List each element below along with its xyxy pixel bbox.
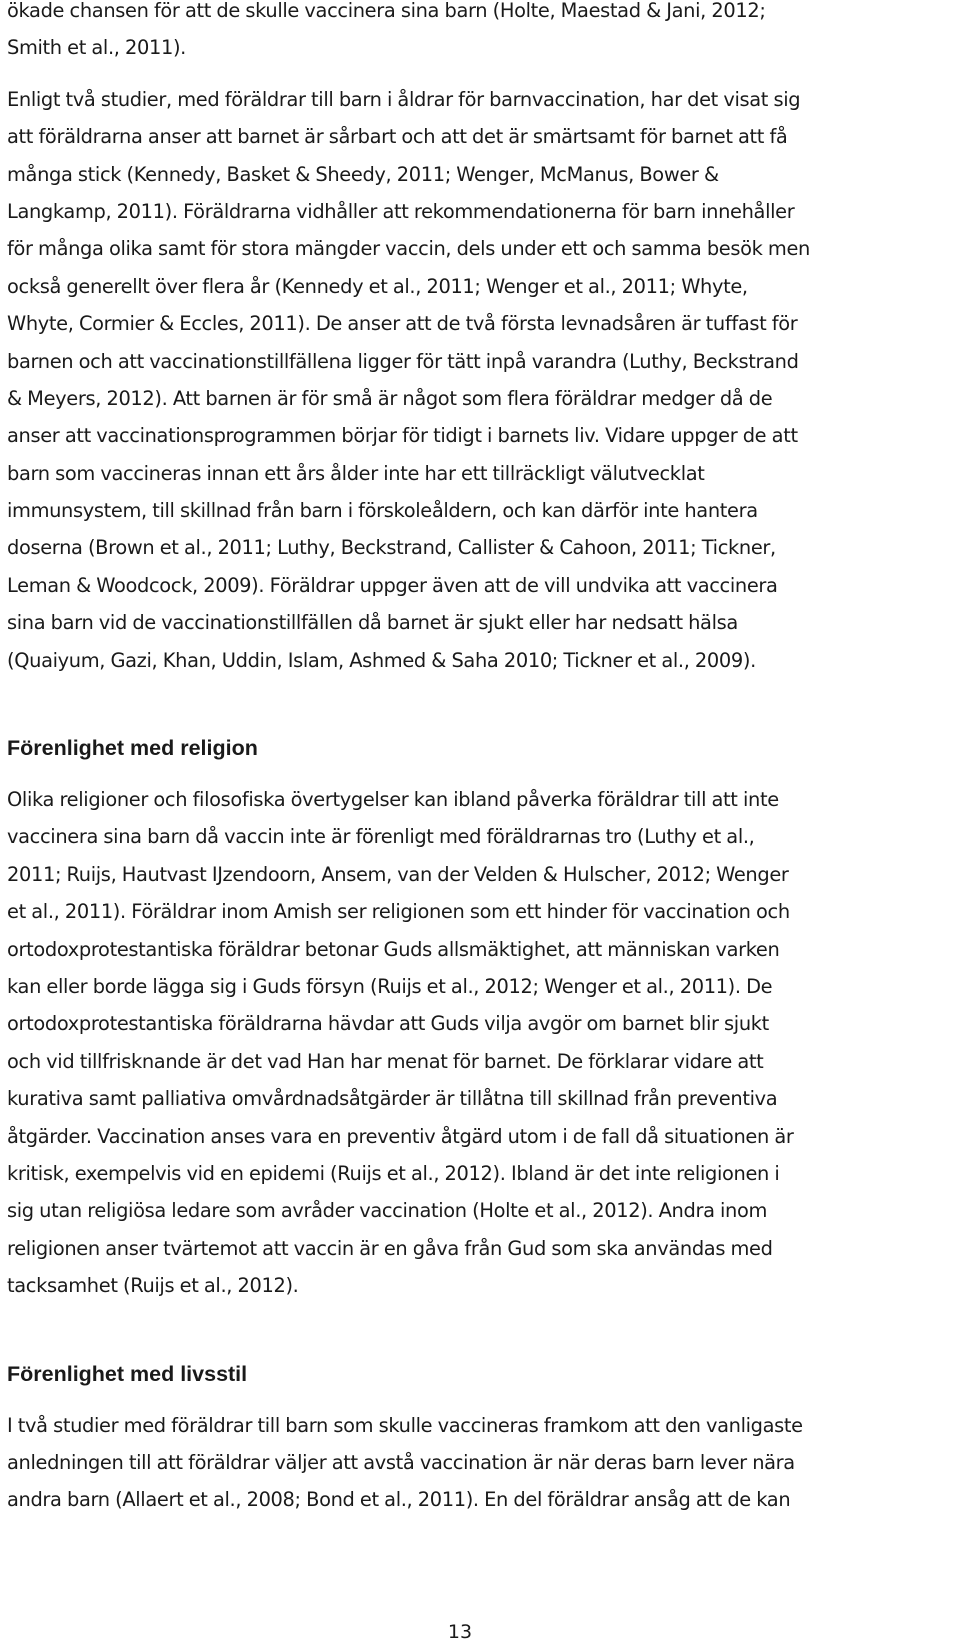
text-line: religionen anser tvärtemot att vaccin är en gåva från Gud som ska användas med [7, 1236, 773, 1260]
text-line: Leman & Woodcock, 2009). Föräldrar uppger även att de vill undvika att vaccinera [7, 573, 778, 597]
paragraph-parent-concerns [7, 81, 912, 679]
text-line: ortodoxprotestantiska föräldrar betonar Guds allsmäktighet, att människan varken [7, 937, 780, 961]
text-line: Whyte, Cormier & Eccles, 2011). De anser att de två första levnadsåren är tuffast för [7, 312, 798, 336]
paragraph-religion [7, 781, 912, 1304]
text-line: Enligt två studier, med föräldrar till barn i åldrar för barnvaccination, har det visat sig [7, 87, 801, 111]
text-line: (Quaiyum, Gazi, Khan, Uddin, Islam, Ashmed & Saha 2010; Tickner et al., 2009). [7, 648, 756, 672]
document-body [7, 0, 912, 1519]
text-line: för många olika samt för stora mängder vaccin, dels under ett och samma besök men [7, 237, 810, 261]
page-number: 13 [447, 1621, 473, 1643]
text-line: kan eller borde lägga sig i Guds försyn (Ruijs et al., 2012; Wenger et al., 2011). De [7, 974, 773, 998]
text-line: immunsystem, till skillnad från barn i förskoleåldern, och kan därför inte hantera [7, 499, 758, 523]
paragraph-continuation [7, 0, 912, 67]
text-line: barn som vaccineras innan ett års ålder inte har ett tillräckligt välutvecklat [7, 461, 705, 485]
text-line: sina barn vid de vaccinationstillfällen då barnet är sjukt eller har nedsatt hälsa [7, 611, 738, 635]
text-line: Smith et al., 2011). [7, 36, 186, 60]
text-line: också generellt över flera år (Kennedy et al., 2011; Wenger et al., 2011; Whyte, [7, 274, 748, 298]
text-line: ökade chansen för att de skulle vaccinera sina barn (Holte, Maestad & Jani, 2012; [7, 0, 766, 22]
text-line: många stick (Kennedy, Basket & Sheedy, 2011; Wenger, McManus, Bower & [7, 162, 719, 186]
text-line: och vid tillfrisknande är det vad Han har menat för barnet. De förklarar vidare att [7, 1049, 764, 1073]
section-heading-religion: Förenlighet med religion [7, 736, 258, 761]
text-line: anser att vaccinationsprogrammen börjar för tidigt i barnets liv. Vidare uppger de att [7, 424, 798, 448]
text-line: tacksamhet (Ruijs et al., 2012). [7, 1274, 299, 1298]
text-line: kurativa samt palliativa omvårdnadsåtgärder är tillåtna till skillnad från preventiva [7, 1087, 778, 1111]
text-line: sig utan religiösa ledare som avråder vaccination (Holte et al., 2012). Andra inom [7, 1199, 768, 1223]
text-line: åtgärder. Vaccination anses vara en preventiv åtgärd utom i de fall då situationen är [7, 1124, 794, 1148]
text-line: kritisk, exempelvis vid en epidemi (Ruijs et al., 2012). Ibland är det inte religionen i [7, 1161, 780, 1185]
section-heading-lifestyle: Förenlighet med livsstil [7, 1361, 248, 1386]
text-line: & Meyers, 2012). Att barnen är för små är något som flera föräldrar medger då de [7, 386, 773, 410]
text-line: vaccinera sina barn då vaccin inte är förenligt med föräldrarnas tro (Luthy et al., [7, 825, 755, 849]
text-line: Langkamp, 2011). Föräldrarna vidhåller att rekommendationerna för barn innehåller [7, 199, 795, 223]
text-line: Olika religioner och filosofiska övertygelser kan ibland påverka föräldrar till att inte [7, 788, 779, 812]
text-line: I två studier med föräldrar till barn som skulle vaccineras framkom att den vanligaste [7, 1413, 803, 1437]
text-line: 2011; Ruijs, Hautvast IJzendoorn, Ansem, van der Velden & Hulscher, 2012; Wenger [7, 862, 789, 886]
paragraph-lifestyle [7, 1407, 912, 1519]
text-line: att föräldrarna anser att barnet är sårbart och att det är smärtsamt för barnet att få [7, 125, 788, 149]
text-line: ortodoxprotestantiska föräldrarna hävdar att Guds vilja avgör om barnet blir sjukt [7, 1012, 769, 1036]
text-line: anledningen till att föräldrar väljer att avstå vaccination är när deras barn lever nära [7, 1450, 795, 1474]
text-line: barnen och att vaccinationstillfällena ligger för tätt inpå varandra (Luthy, Beckstrand [7, 349, 799, 373]
text-line: et al., 2011). Föräldrar inom Amish ser religionen som ett hinder för vaccination och [7, 900, 790, 924]
text-line: andra barn (Allaert et al., 2008; Bond et al., 2011). En del föräldrar ansåg att de kan [7, 1488, 791, 1512]
text-line: doserna (Brown et al., 2011; Luthy, Beckstrand, Callister & Cahoon, 2011; Tickner, [7, 536, 776, 560]
